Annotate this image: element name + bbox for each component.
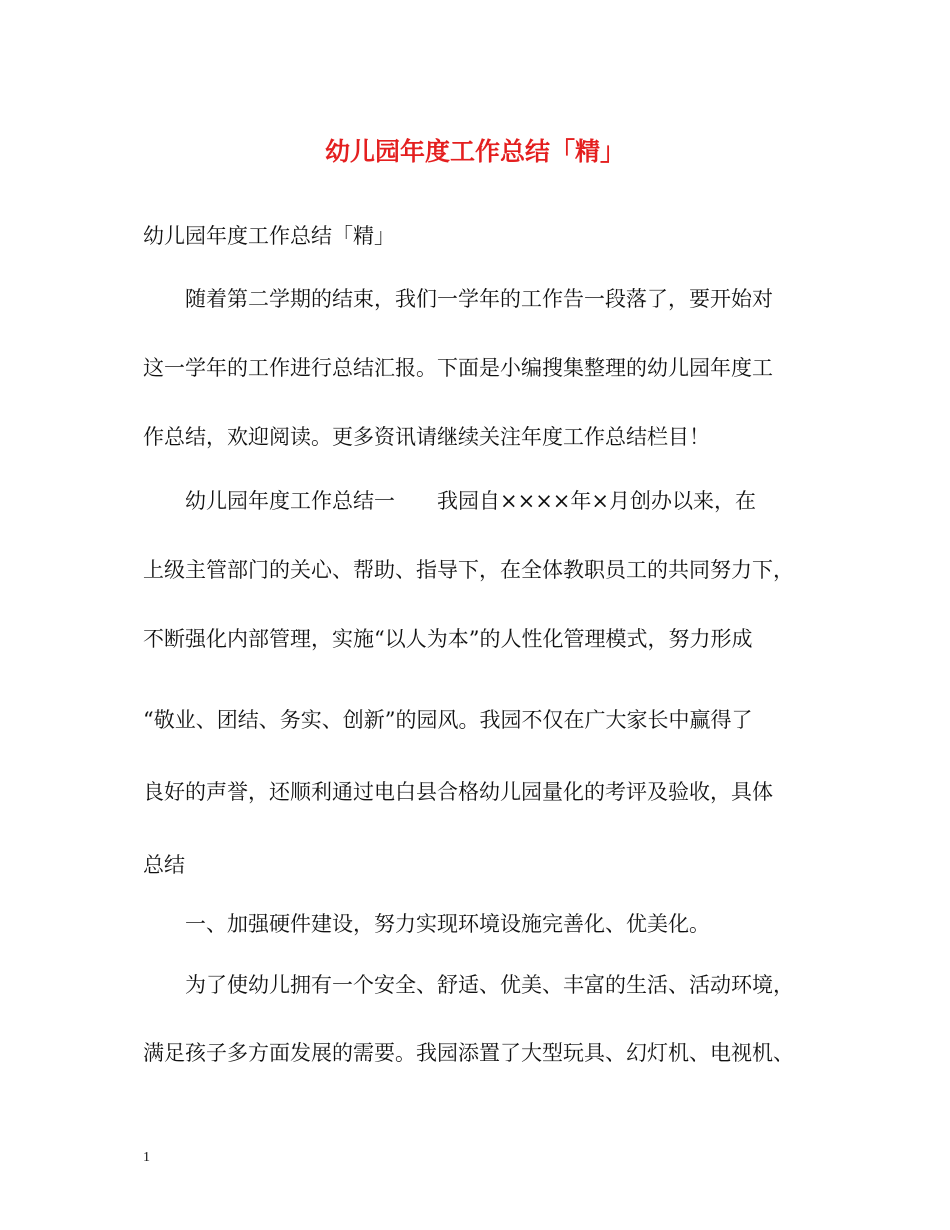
section-heading: 一、加强硬件建设，努力实现环境设施完善化、优美化。	[185, 912, 710, 936]
paragraph-line: “敬业、团结、务实、创新”的园风。我园不仅在广大家长中赢得了	[143, 708, 753, 732]
paragraph-line: 幼儿园年度工作总结一 我园自××××年×月创办以来，在	[185, 489, 756, 513]
paragraph-line: 良好的声誉，还顺利通过电白县合格幼儿园量化的考评及验收，具体	[143, 780, 773, 804]
paragraph-line: 不断强化内部管理，实施“以人为本”的人性化管理模式，努力形成	[143, 627, 753, 651]
paragraph-line: 作总结，欢迎阅读。更多资讯请继续关注年度工作总结栏目！	[143, 425, 710, 449]
paragraph-line: 总结	[143, 853, 185, 877]
paragraph-line: 这一学年的工作进行总结汇报。下面是小编搜集整理的幼儿园年度工	[143, 356, 773, 380]
paragraph-line: 为了使幼儿拥有一个安全、舒适、优美、丰富的生活、活动环境，	[185, 973, 794, 997]
page-number: 1	[143, 1150, 150, 1165]
subtitle-line: 幼儿园年度工作总结「精」	[143, 224, 395, 248]
paragraph-line: 满足孩子多方面发展的需要。我园添置了大型玩具、幻灯机、电视机、	[143, 1041, 794, 1065]
paragraph-line: 上级主管部门的关心、帮助、指导下，在全体教职员工的共同努力下，	[143, 558, 794, 582]
paragraph-line: 随着第二学期的结束，我们一学年的工作告一段落了，要开始对	[185, 287, 773, 311]
document-title: 幼儿园年度工作总结「精」	[324, 137, 625, 166]
